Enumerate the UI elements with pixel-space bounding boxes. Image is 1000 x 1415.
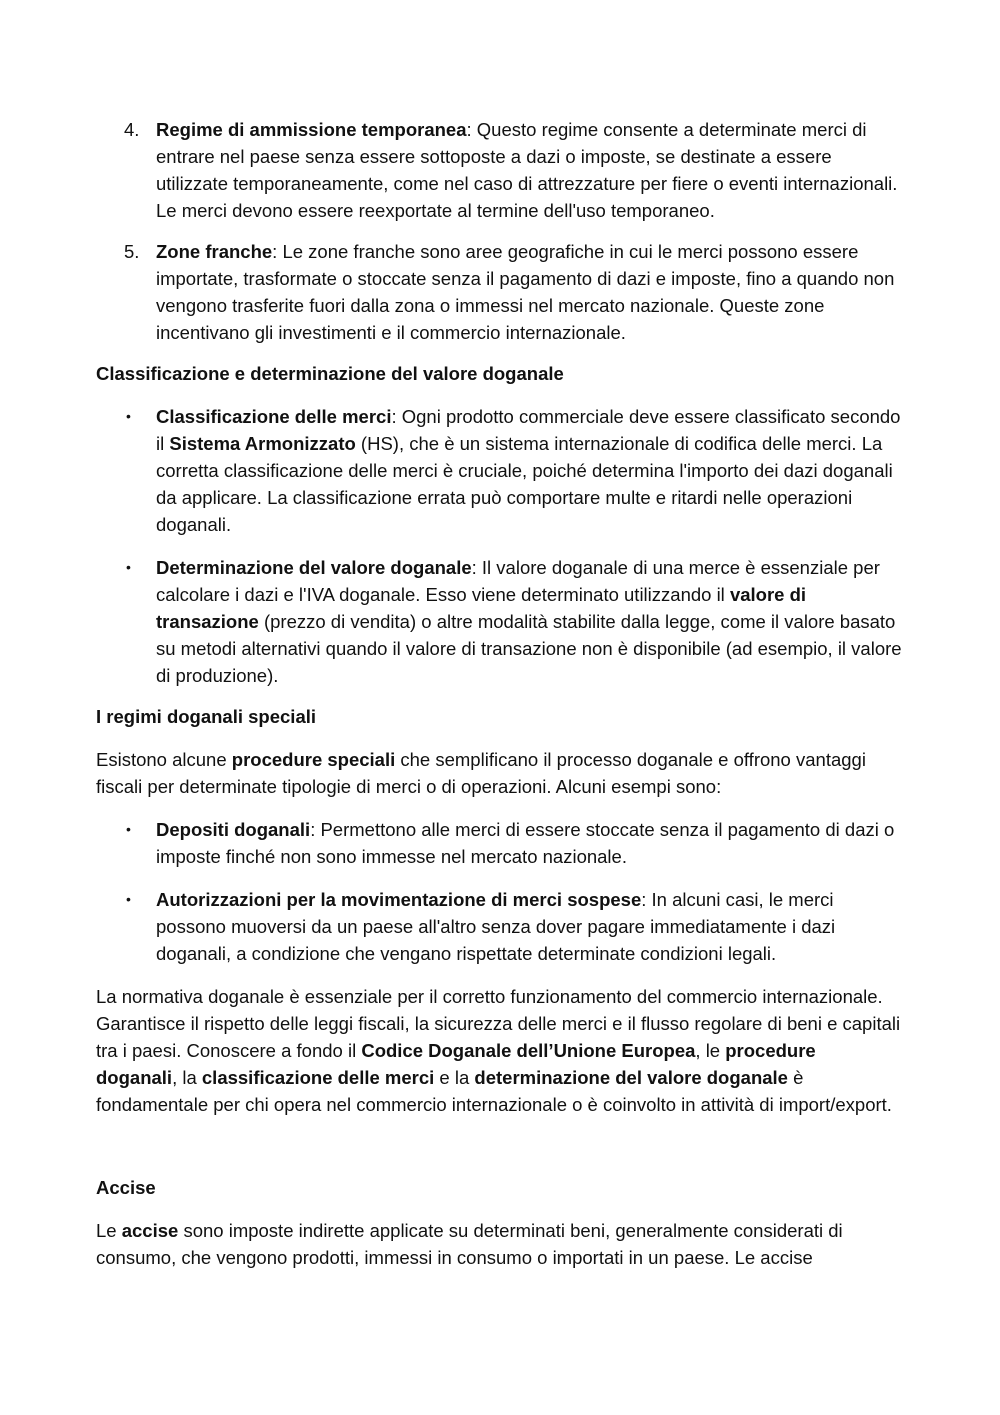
text-run: Le	[96, 1220, 122, 1241]
list-item	[96, 238, 902, 346]
text-run: che semplificano il processo doganale e offrono vantaggi fiscali per determinate tipologie di merci o di operazioni. Alcuni esempi sono:	[96, 749, 866, 797]
bold-term: determinazione del valore doganale	[474, 1067, 788, 1088]
item-text: : Le zone franche sono aree geografiche in cui le merci possono essere importate, trasformate o stoccate senza il pagamento di dazi e imposte, fino a quando non vengono trasferite fuori dalla zona o immessi nel mercato nazionale. Queste zone incentivano gli investimenti e il commercio internazionale.	[156, 241, 895, 343]
item-text: : Ogni prodotto commerciale deve essere classificato secondo il	[156, 406, 901, 454]
list-number: 5.	[124, 241, 140, 262]
item-text: : Il valore doganale di una merce è essenziale per calcolare i dazi e l'IVA doganale. Esso viene determinato utilizzando il	[156, 557, 880, 605]
text-run: , la	[172, 1067, 202, 1088]
item-text: (prezzo di vendita) o altre modalità stabilite dalla legge, come il valore basato su metodi alternativi quando il valore di transazione non è disponibile (ad esempio, il valore di produzione).	[156, 611, 902, 686]
list-item	[96, 886, 902, 967]
item-text: : Permettono alle merci di essere stoccate senza il pagamento di dazi o imposte finché non sono immesse nel mercato nazionale.	[156, 819, 895, 867]
bold-term: procedure speciali	[231, 749, 396, 770]
item-text: : In alcuni casi, le merci possono muoversi da un paese all'altro senza dover pagare immediatamente i dazi doganali, a condizione che vengano rispettate determinate condizioni legali.	[156, 889, 836, 964]
bullet: •	[126, 408, 131, 424]
text-run: Esistono alcune	[96, 749, 232, 770]
text-run: è fondamentale per chi opera nel commercio internazionale o è coinvolto in attività di import/export.	[96, 1067, 892, 1115]
bullet: •	[126, 559, 131, 575]
text-run: La normativa doganale è essenziale per il corretto funzionamento del commercio internazionale. Garantisce il rispetto delle leggi fiscali, la sicurezza delle merci e il flusso regolare di beni e capitali tra i paesi. Conoscere a fondo il	[96, 986, 901, 1061]
list-item	[96, 403, 902, 538]
section-heading: I regimi doganali speciali	[96, 706, 317, 727]
term: Zone franche	[156, 241, 273, 262]
list-number: 4.	[124, 119, 140, 140]
bold-term: classificazione delle merci	[201, 1067, 435, 1088]
term: Autorizzazioni per la movimentazione di merci sospese	[156, 889, 642, 910]
bold-term: accise	[121, 1220, 179, 1241]
term: Depositi doganali	[156, 819, 311, 840]
bold-term: Codice Doganale dell’Unione Europea	[361, 1040, 696, 1061]
list-item	[96, 116, 902, 224]
term: Regime di ammissione temporanea	[156, 119, 467, 140]
numbered-list	[96, 116, 902, 346]
spacer	[96, 1118, 902, 1174]
item-text: (HS), che è un sistema internazionale di codifica delle merci. La corretta classificazione delle merci è cruciale, poiché determina l'importo dei dazi doganali da applicare. La classificazione errata può comportare multe e ritardi nelle operazioni doganali.	[156, 433, 893, 535]
text-run: sono imposte indirette applicate su determinati beni, generalmente considerati di consumo, che vengono prodotti, immessi in consumo o importati in un paese. Le accise	[96, 1220, 843, 1268]
bullet-list	[96, 403, 902, 689]
list-item	[96, 554, 902, 689]
item-text: : Questo regime consente a determinate merci di entrare nel paese senza essere sottoposte a dazi o imposte, se destinate a essere utilizzate temporaneamente, come nel caso di attrezzature per fiere o eventi internazionali. Le merci devono essere reexportate al termine dell'uso temporaneo.	[156, 119, 898, 221]
term: Classificazione delle merci	[156, 406, 392, 427]
paragraph	[96, 1217, 902, 1271]
text-run: e la	[434, 1067, 475, 1088]
term: Determinazione del valore doganale	[156, 557, 472, 578]
list-item	[96, 816, 902, 870]
paragraph	[96, 746, 902, 800]
bold-term: Sistema Armonizzato	[169, 433, 356, 454]
section-heading: Classificazione e determinazione del valore doganale	[96, 363, 564, 384]
bullet: •	[126, 891, 131, 907]
text-run: , le	[695, 1040, 726, 1061]
bold-term: procedure doganali	[96, 1040, 816, 1088]
paragraph	[96, 983, 902, 1118]
bullet-list	[96, 816, 902, 967]
bold-term: valore di transazione	[156, 584, 807, 632]
bullet: •	[126, 821, 131, 837]
section-heading: Accise	[96, 1177, 156, 1198]
